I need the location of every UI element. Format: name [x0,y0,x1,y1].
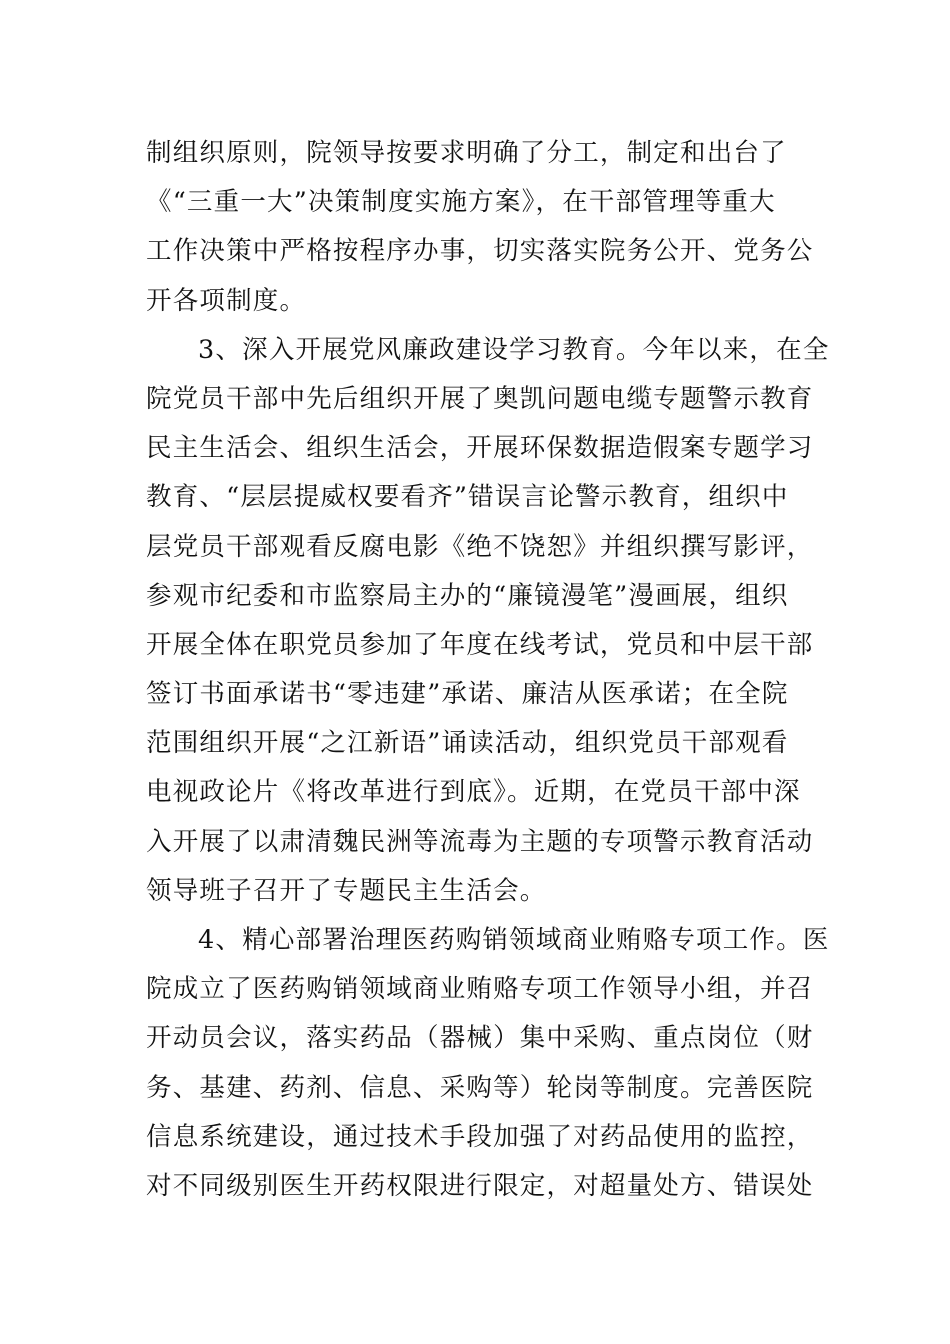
text-line: 范围组织开展“之江新语”诵读活动，组织党员干部观看 [146,728,789,759]
text-line: 入开展了以肃清魏民洲等流毒为主题的专项警示教育活动 [146,826,814,857]
text-line: 开动员会议，落实药品（器械）集中采购、重点岗位（财 [146,1023,814,1054]
text-line: 层党员干部观看反腐电影《绝不饶恕》并组织撰写影评， [146,531,814,562]
document-body [146,129,830,1211]
text-line: 信息系统建设，通过技术手段加强了对药品使用的监控， [146,1121,814,1152]
text-line: 开各项制度。 [146,285,307,316]
paragraph-first-line: 3、深入开展党风廉政建设学习教育。今年以来，在全 [198,334,830,365]
text-line: 开展全体在职党员参加了年度在线考试，党员和中层干部 [146,629,814,660]
text-line: 制组织原则，院领导按要求明确了分工，制定和出台了 [146,138,787,168]
text-line: 参观市纪委和市监察局主办的“廉镜漫笔”漫画展，组织 [146,580,789,611]
text-line: 对不同级别医生开药权限进行限定，对超量处方、错误处 [146,1170,814,1201]
text-line: 签订书面承诺书“零违建”承诺、廉洁从医承诺；在全院 [146,679,789,710]
text-line: 教育、“层层提威权要看齐”错误言论警示教育，组织中 [146,482,789,513]
paragraph-first-line: 4、精心部署治理医药购销领域商业贿赂专项工作。医 [198,925,830,955]
text-line: 务、基建、药剂、信息、采购等）轮岗等制度。完善医院 [146,1072,814,1103]
text-line: 《“三重一大”决策制度实施方案》，在干部管理等重大 [146,187,776,218]
text-line: 院成立了医药购销领域商业贿赂专项工作领导小组，并召 [146,974,814,1005]
text-line: 院党员干部中先后组织开展了奥凯问题电缆专题警示教育 [146,383,814,414]
text-line: 领导班子召开了专题民主生活会。 [146,875,547,906]
text-line: 民主生活会、组织生活会，开展环保数据造假案专题学习 [146,433,814,464]
text-line: 工作决策中严格按程序办事，切实落实院务公开、党务公 [146,236,814,267]
text-line: 电视政论片《将改革进行到底》。近期，在党员干部中深 [146,777,801,808]
